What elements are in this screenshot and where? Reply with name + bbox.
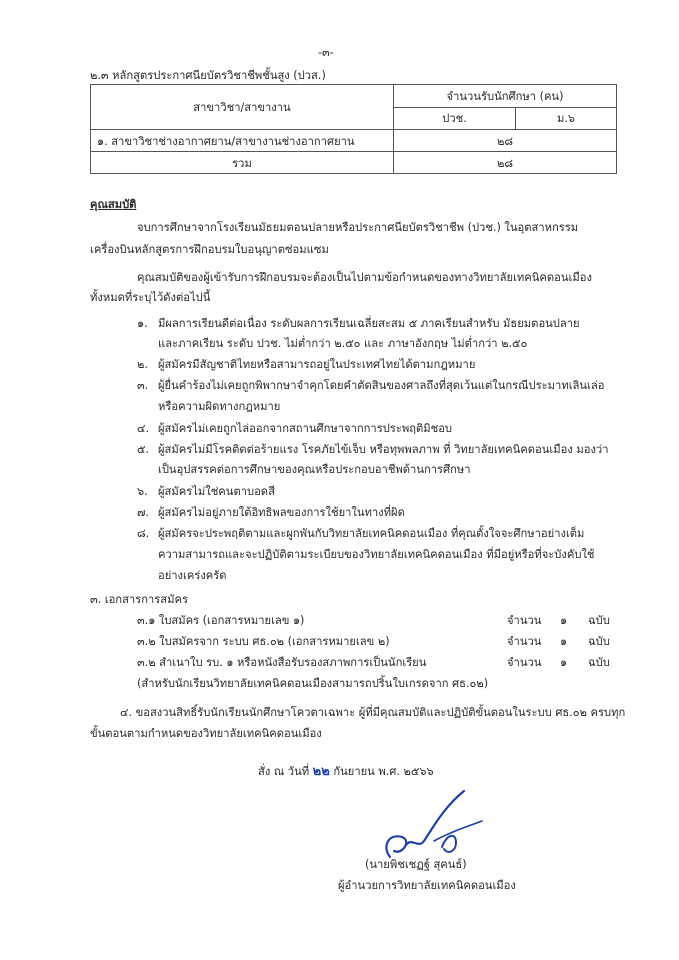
documents-note: (สำหรับนักเรียนวิทยาลัยเทคนิคดอนเมืองสามารถปริ้นใบเกรดจาก ศธ.๐๒) — [137, 677, 489, 690]
item-text: ผู้สมัครจะประพฤติตามและผูกพันกับวิทยาลัยเทคนิคดอนเมือง ที่คุณตั้งใจจะศึกษาอย่างเต็ม — [158, 527, 585, 540]
qualifications-para1-line1: จบการศึกษาจากโรงเรียนมัธยมตอนปลายหรือประกาศนียบัตรวิชาชีพ (ปวช.) ในอุตสาหกรรม — [137, 221, 579, 234]
table-header-field: สาขาวิชา/สาขางาน — [91, 85, 394, 130]
order-suffix: กันยายน พ.ศ. ๒๕๖๖ — [333, 765, 434, 778]
item-number: ๓. — [137, 379, 149, 392]
section-heading: ๒.๓ หลักสูตรประกาศนียบัตรวิชาชีพชั้นสูง (ปวส.) — [90, 69, 326, 82]
documents-title: ๓. เอกสารการสมัคร — [90, 593, 188, 606]
qualifications-para2-line1: คุณสมบัติของผู้เข้ารับการฝึกอบรมจะต้องเป็นไปตามข้อกำหนดของทางวิทยาลัยเทคนิคดอนเมือง — [137, 271, 592, 284]
item-number: ๒. — [137, 358, 148, 371]
table-total-label: รวม — [91, 152, 394, 174]
item-text: ผู้สมัครไม่อยู่ภายใต้อิทธิพลของการใช้ยาในทางที่ผิด — [158, 506, 405, 519]
program-table — [90, 84, 617, 174]
document-qty: ๑ — [560, 614, 568, 627]
qualifications-title: คุณสมบัติ — [90, 198, 137, 211]
document-qty-word: จำนวน — [507, 635, 542, 648]
item-text: ผู้สมัครมีสัญชาติไทยหรือสามารถอยู่ในประเทศไทยได้ตามกฎหมาย — [158, 358, 476, 371]
item-text: อย่างเคร่งครัด — [158, 569, 227, 582]
item-text: ผู้สมัครไม่เคยถูกไล่ออกจากสถานศึกษาจากการประพฤติมิชอบ — [158, 422, 453, 435]
table-header-vocational: ปวช. — [394, 107, 516, 130]
item-text: หรือความผิดทางกฎหมาย — [158, 400, 281, 413]
item-number: ๔. — [137, 422, 150, 435]
document-unit: ฉบับ — [588, 635, 610, 648]
item-number: ๖. — [137, 485, 148, 498]
document-unit: ฉบับ — [588, 614, 610, 627]
signer-title: ผู้อำนวยการวิทยาลัยเทคนิคดอนเมือง — [338, 879, 516, 892]
item-text: ความสามารถและจะปฏิบัติตามระเบียบของวิทยาลัยเทคนิคดอนเมือง ที่มีอยู่หรือที่จะบังคับใช้ — [158, 548, 595, 561]
item-text: มีผลการเรียนดีต่อเนื่อง ระดับผลการเรียนเฉลี่ยสะสม ๕ ภาคเรียนสำหรับ มัธยมตอนปลาย — [158, 317, 580, 330]
section4-line2: ขั้นตอนตามกำหนดของวิทยาลัยเทคนิคดอนเมือง — [90, 727, 322, 740]
document-qty-word: จำนวน — [507, 614, 542, 627]
document-label: ๓.๒ สำเนาใบ รบ. ๑ หรือหนังสือรับรองสภาพการเป็นนักเรียน — [137, 656, 427, 669]
document-qty: ๑ — [560, 656, 568, 669]
order-date — [258, 764, 434, 779]
signature-mark-icon — [372, 785, 522, 865]
table-total-value: ๒๘ — [394, 152, 617, 174]
item-text: เป็นอุปสรรคต่อการศึกษาของคุณหรือประกอบอาชีพด้านการศึกษา — [158, 463, 471, 476]
item-text: ผู้ยื่นคำร้องไม่เคยถูกพิพากษาจำคุกโดยคำตัดสินของศาลถึงที่สุดเว้นแต่ในกรณีประมาทเลินเล่อ — [158, 379, 605, 392]
document-qty: ๑ — [560, 635, 568, 648]
qualifications-para1-line2: เครื่องบินหลักสูตรการฝึกอบรมใบอนุญาตซ่อมแซม — [90, 243, 329, 256]
item-number: ๘. — [137, 527, 150, 540]
section4-line1: ๔. ขอสงวนสิทธิ์รับนักเรียนนักศึกษาโควตาเฉพาะ ผู้ที่มีคุณสมบัติและปฏิบัติขั้นตอนในระบบ ศธ.๐๒ ครบทุก — [120, 706, 626, 719]
document-qty-word: จำนวน — [507, 656, 542, 669]
item-text: และภาคเรียน ระดับ ปวช. ไม่ต่ำกว่า ๒.๕๐ และ ภาษาอังกฤษ ไม่ต่ำกว่า ๒.๕๐ — [158, 337, 528, 350]
signer-name: (นายพิชเชฏฐ์ สุคนธ์) — [365, 858, 467, 871]
table-row — [91, 130, 617, 152]
table-row-label: ๑. สาขาวิชาช่างอากาศยาน/สาขางานช่างอากาศยาน — [91, 130, 394, 152]
item-number: ๗. — [137, 506, 149, 519]
table-row-value: ๒๘ — [394, 130, 617, 152]
table-header-m6: ม.๖ — [516, 107, 617, 130]
page-number: -๓- — [318, 46, 334, 59]
qualifications-para2-line2: ทั้งหมดที่ระบุไว้ดังต่อไปนี้ — [90, 291, 211, 304]
table-header-capacity: จำนวนรับนักศึกษา (คน) — [394, 85, 617, 108]
item-text: ผู้สมัครไม่มีโรคติดต่อร้ายแรง โรคภัยไข้เจ็บ หรือทุพพลภาพ ที่ วิทยาลัยเทคนิคดอนเมือง มองว่า — [158, 443, 609, 456]
item-number: ๑. — [137, 317, 148, 330]
document-unit: ฉบับ — [588, 656, 610, 669]
document-label: ๓.๒ ใบสมัครจาก ระบบ ศธ.๐๒ (เอกสารหมายเลข ๒) — [137, 635, 390, 648]
item-number: ๕. — [137, 443, 150, 456]
item-text: ผู้สมัครไม่ใช่คนตาบอดสี — [158, 485, 275, 498]
order-prefix: สั่ง ณ วันที่ — [258, 765, 310, 778]
order-day: ๒๒ — [312, 764, 330, 779]
table-total-row — [91, 152, 617, 174]
document-label: ๓.๑ ใบสมัคร (เอกสารหมายเลข ๑) — [137, 614, 305, 627]
